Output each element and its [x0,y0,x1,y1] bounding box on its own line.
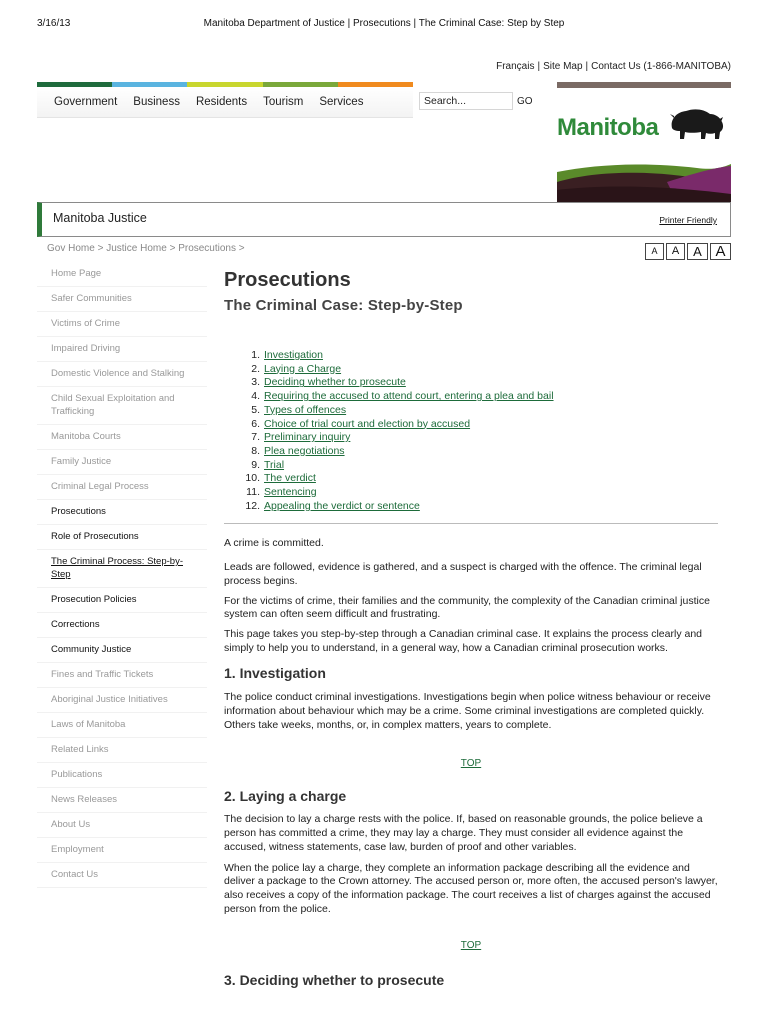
search-go-button[interactable]: GO [517,96,533,107]
breadcrumb-gov-home[interactable]: Gov Home [47,243,95,254]
sidebar-item-role-of-prosecutions[interactable]: Role of Prosecutions [37,525,207,550]
divider [224,523,718,524]
breadcrumb-separator: > [169,243,176,254]
toc-number: 1. [251,349,260,361]
breadcrumb-separator: > [238,243,245,254]
table-of-contents [224,349,718,513]
toc-item [224,390,718,404]
toc-number: 6. [251,417,260,430]
logo-wordmark: Manitoba [557,114,659,141]
toc-link-sentencing[interactable]: Sentencing [264,486,317,499]
toc-item [224,445,718,459]
sidebar-item-corrections[interactable]: Corrections [37,613,207,638]
nav-tourism[interactable]: Tourism [263,96,304,108]
separator: | [585,61,589,72]
print-header [0,18,768,32]
search-input[interactable] [419,92,513,110]
logo-wave-graphic [557,160,731,202]
sidebar-nav [37,262,207,888]
main-content [224,268,718,989]
toc-link-investigation[interactable]: Investigation [264,349,323,361]
toc-link-plea-negotiations[interactable]: Plea negotiations [264,444,345,457]
section-heading-investigation: 1. Investigation [224,665,326,682]
sidebar-item-laws-of-manitoba[interactable]: Laws of Manitoba [37,713,207,738]
section-paragraph: When the police lay a charge, they complete an information package describing all the evidence and deliver a package to the Crown attorney. The accused person or, more often, the accused person's lawyer, also receives a copy of the information package. The court receives a list of charges against the accused person from the police. [224,861,718,915]
toc-item [224,431,718,445]
toc-number: 7. [251,431,260,444]
toc-number: 8. [251,444,260,457]
toc-item [224,418,718,432]
toc-number: 4. [251,390,260,403]
sidebar-item-fines-traffic-tickets[interactable]: Fines and Traffic Tickets [37,663,207,688]
logo-top-bar [557,82,731,88]
nav-business[interactable]: Business [133,96,180,108]
breadcrumb [47,243,245,254]
print-date: 3/16/13 [37,18,71,29]
site-map-link[interactable]: Site Map [543,61,583,72]
utility-links [496,61,731,72]
sidebar-item-related-links[interactable]: Related Links [37,738,207,763]
section-heading-deciding-prosecute: 3. Deciding whether to prosecute [224,972,445,989]
toc-link-choice-of-trial-court[interactable]: Choice of trial court and election by accused [264,417,471,430]
intro-paragraph: A crime is committed. [224,537,324,550]
print-title: Manitoba Department of Justice | Prosecutions | The Criminal Case: Step by Step [203,18,565,29]
toc-item [224,376,718,390]
sidebar-item-about-us[interactable]: About Us [37,813,207,838]
back-to-top-link[interactable]: TOP [460,940,482,952]
toc-item [224,363,718,377]
sidebar-item-publications[interactable]: Publications [37,763,207,788]
font-size-large-button[interactable]: A [687,243,708,260]
sidebar-item-victims-of-crime[interactable]: Victims of Crime [37,312,207,337]
toc-link-attend-court-plea-bail[interactable]: Requiring the accused to attend court, entering a plea and bail [264,390,554,403]
manitoba-logo[interactable] [557,82,731,202]
breadcrumb-prosecutions[interactable]: Prosecutions [178,243,236,254]
page-title: Prosecutions [224,269,351,291]
sidebar-item-employment[interactable]: Employment [37,838,207,863]
department-bar [37,202,731,237]
section-heading-laying-a-charge: 2. Laying a charge [224,788,347,805]
back-to-top-link[interactable]: TOP [460,758,482,770]
section-paragraph: The police conduct criminal investigations. Investigations begin when police witness behaviour or receive information about behaviour which may be a crime. Some criminal investigations are completed quickly. Others take weeks, months, or, in complex matters, years to complete. [224,691,711,731]
toc-link-appealing[interactable]: Appealing the verdict or sentence [264,499,420,512]
toc-number: 10. [245,472,260,485]
toc-item [224,404,718,418]
sidebar-item-community-justice[interactable]: Community Justice [37,638,207,663]
toc-item [224,486,718,500]
toc-link-laying-a-charge[interactable]: Laying a Charge [264,362,342,375]
toc-item [224,349,718,363]
toc-link-verdict[interactable]: The verdict [264,472,316,485]
sidebar-item-safer-communities[interactable]: Safer Communities [37,287,207,312]
sidebar-item-manitoba-courts[interactable]: Manitoba Courts [37,425,207,450]
toc-item [224,500,718,514]
intro-paragraph: Leads are followed, evidence is gathered, and a suspect is charged with the offence. The criminal legal process begins. [224,561,702,587]
sidebar-item-criminal-legal-process[interactable]: Criminal Legal Process [37,475,207,500]
sidebar-item-news-releases[interactable]: News Releases [37,788,207,813]
font-size-small-button[interactable]: A [645,243,664,260]
sidebar-item-family-justice[interactable]: Family Justice [37,450,207,475]
department-name: Manitoba Justice [53,211,147,225]
toc-link-preliminary-inquiry[interactable]: Preliminary inquiry [264,431,351,444]
toc-link-deciding-prosecute[interactable]: Deciding whether to prosecute [264,376,406,389]
sidebar-item-prosecution-policies[interactable]: Prosecution Policies [37,588,207,613]
sidebar-item-contact-us[interactable]: Contact Us [37,863,207,888]
toc-number: 11. [246,486,260,499]
page-subtitle: The Criminal Case: Step-by-Step [224,297,463,314]
toc-link-types-of-offences[interactable]: Types of offences [264,403,347,416]
font-size-controls [645,243,731,260]
toc-number: 9. [251,458,260,471]
toc-number: 12. [245,499,260,512]
toc-number: 5. [251,403,260,416]
nav-services[interactable]: Services [319,96,364,108]
sidebar-item-prosecutions[interactable]: Prosecutions [37,500,207,525]
toc-number: 3. [251,376,260,389]
francais-link[interactable]: Français [496,61,535,72]
section-paragraph: The decision to lay a charge rests with the police. If, based on reasonable grounds, the police believe a person has committed a crime, they may lay a charge. They must consider all evidence against the accused, witness statements, case law, burden of proof and other variables. [224,813,703,853]
sidebar-item-home-page[interactable]: Home Page [37,262,207,287]
font-size-medium-button[interactable]: A [666,243,685,260]
sidebar-item-aboriginal-justice[interactable]: Aboriginal Justice Initiatives [37,688,207,713]
breadcrumb-justice-home[interactable]: Justice Home [106,243,167,254]
sidebar-item-child-sexual-exploitation[interactable]: Child Sexual Exploitation and Trafficking [37,387,207,425]
toc-number: 2. [251,362,260,375]
nav-government[interactable]: Government [54,96,118,108]
sidebar-item-impaired-driving[interactable]: Impaired Driving [37,337,207,362]
sidebar-item-criminal-process-step-by-step[interactable]: The Criminal Process: Step-by-Step [37,550,207,588]
sidebar-item-domestic-violence[interactable]: Domestic Violence and Stalking [37,362,207,387]
toc-item [224,459,718,473]
breadcrumb-separator: > [97,243,104,254]
separator: | [537,61,541,72]
intro-paragraph: This page takes you step-by-step through a Canadian criminal case. It explains the process clearly and simply to help you to understand, in a general way, how a Canadian criminal prosecution works. [224,627,703,654]
printer-friendly-link[interactable]: Printer Friendly [659,215,717,225]
bison-icon [668,106,726,142]
toc-link-trial[interactable]: Trial [264,458,285,471]
font-size-xlarge-button[interactable]: A [710,243,731,260]
intro-paragraph: For the victims of crime, their families and the community, the complexity of the Canadian criminal justice system can often seem difficult and frustrating. [224,594,710,621]
nav-residents[interactable]: Residents [195,96,248,108]
main-nav [37,87,413,118]
contact-us-link[interactable]: Contact Us (1-866-MANITOBA) [591,61,731,72]
toc-item [224,472,718,486]
